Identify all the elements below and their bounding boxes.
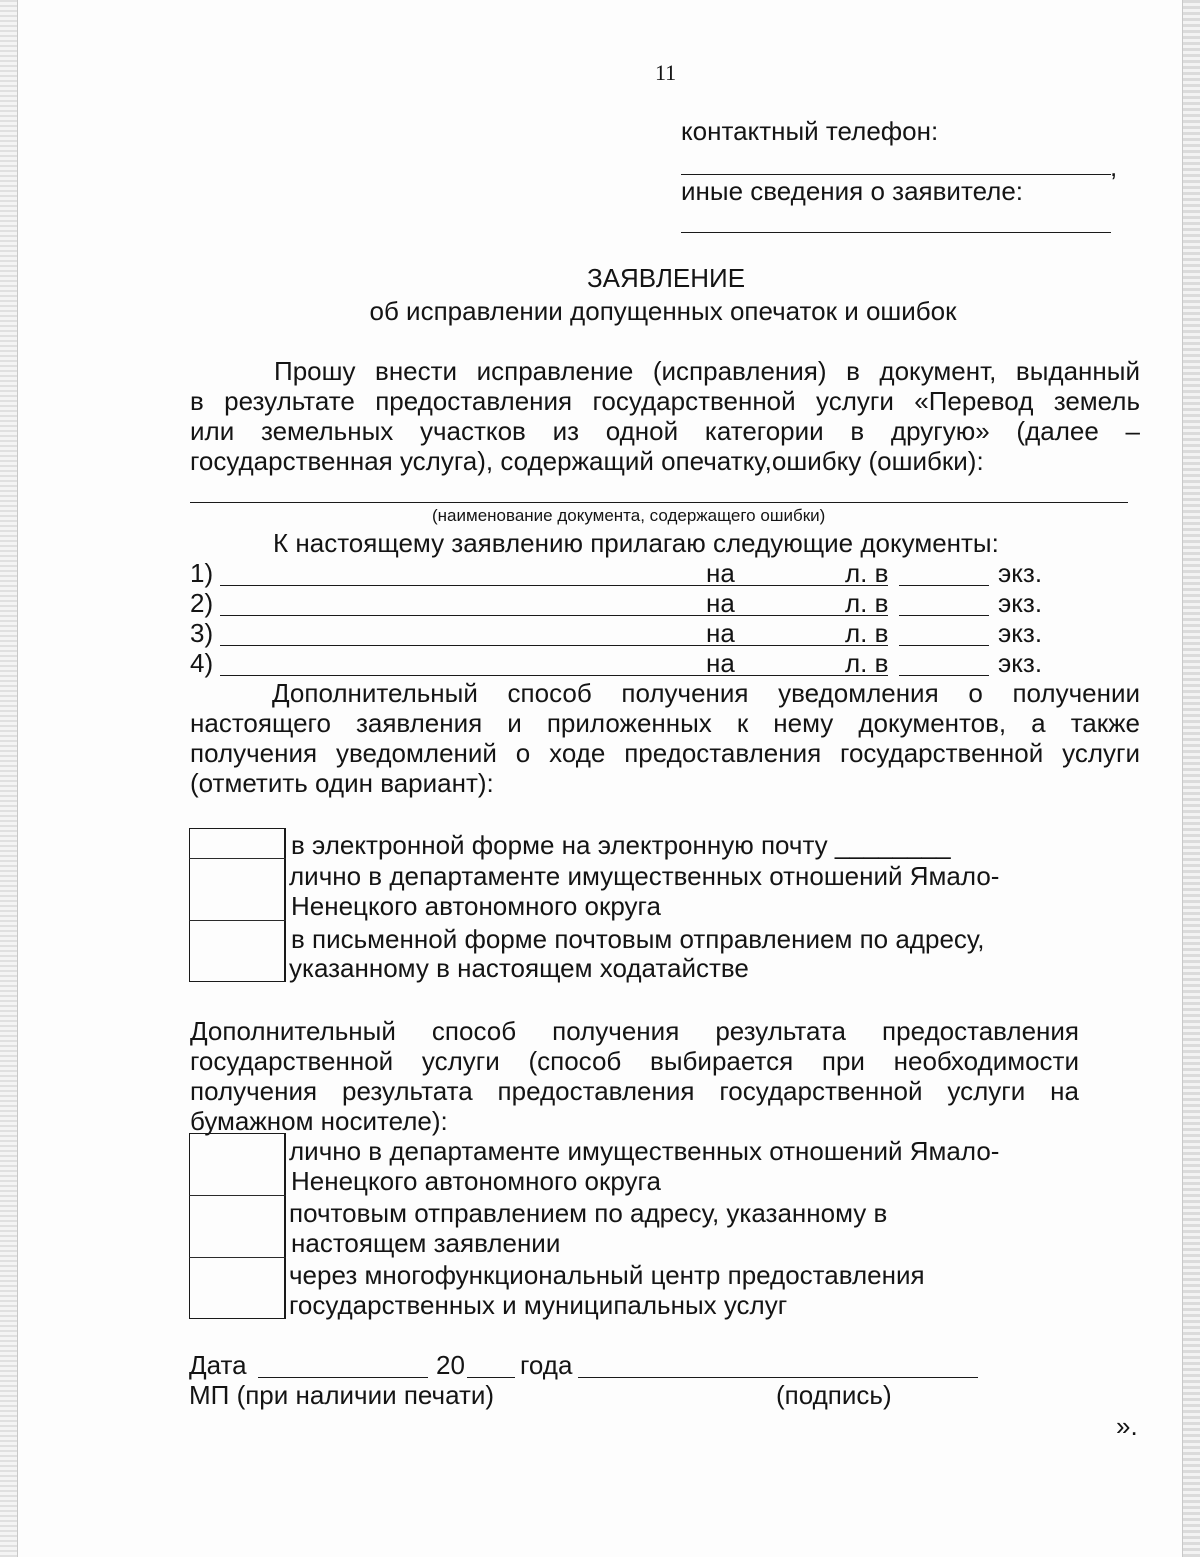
attachment-copies-label: экз.: [998, 588, 1043, 618]
notification-paragraph: [190, 678, 1140, 798]
attachment-sheets-field[interactable]: [746, 585, 836, 586]
scan-edge-right: [1182, 0, 1200, 1557]
attachments-intro: К настоящему заявлению прилагаю следующие документы:: [273, 528, 999, 558]
contact-phone-label: контактный телефон:: [681, 116, 939, 146]
other-info-field[interactable]: [681, 232, 1111, 233]
scan-edge-left: [0, 0, 18, 1557]
attachment-sheets-label: л. в: [845, 558, 889, 588]
attachment-copies-label: экз.: [998, 648, 1043, 678]
attachment-row: [190, 558, 1140, 588]
attachment-na: на: [706, 648, 735, 678]
notification-line: настоящего заявления и приложенных к нему документов, а также: [190, 708, 1140, 738]
page-number: 11: [655, 60, 677, 85]
result-option-mfc: через многофункциональный центр предоставления: [289, 1260, 925, 1290]
signature-field[interactable]: [578, 1377, 978, 1378]
attachment-copies-field[interactable]: [899, 585, 989, 586]
attachment-sheets-label: л. в: [845, 648, 889, 678]
checkbox-result-in-person[interactable]: [189, 1133, 286, 1195]
checkbox-result-mfc[interactable]: [189, 1257, 286, 1319]
attachment-copies-field[interactable]: [899, 615, 989, 616]
result-line: бумажном носителе):: [190, 1106, 448, 1136]
notification-option-mail-cont: указанному в настоящем ходатайстве: [289, 953, 749, 983]
checkbox-result-mail[interactable]: [189, 1195, 286, 1257]
checkbox-email[interactable]: [189, 828, 286, 858]
year-field[interactable]: [467, 1377, 515, 1378]
attachment-na: на: [706, 558, 735, 588]
notification-line: получения уведомлений о ходе предоставления государственной услуги: [190, 738, 1140, 768]
attachment-copies-label: экз.: [998, 558, 1043, 588]
signature-label: (подпись): [776, 1380, 892, 1410]
year-prefix: 20: [436, 1350, 465, 1380]
document-name-caption: (наименование документа, содержащего ошибки): [432, 506, 826, 525]
result-option-mail: почтовым отправлением по адресу, указанному в: [289, 1198, 888, 1228]
request-paragraph: [190, 356, 1140, 476]
date-field[interactable]: [258, 1377, 428, 1378]
attachment-sheets-label: л. в: [845, 618, 889, 648]
result-line: получения результата предоставления государственной услуги на: [190, 1076, 1079, 1106]
request-line: государственная услуга), содержащий опечатку,ошибку (ошибки):: [190, 446, 984, 476]
attachment-row: [190, 588, 1140, 618]
attachment-copies-field[interactable]: [899, 675, 989, 676]
stamp-label: МП (при наличии печати): [189, 1380, 495, 1410]
date-label: Дата: [189, 1350, 247, 1380]
attachment-copies-field[interactable]: [899, 645, 989, 646]
attachment-sheets-field[interactable]: [746, 675, 836, 676]
notification-line: Дополнительный способ получения уведомления о получении: [272, 678, 1140, 708]
attachment-sheets-label: л. в: [845, 588, 889, 618]
checkbox-mail[interactable]: [189, 920, 286, 982]
form-subtitle: об исправлении допущенных опечаток и ошибок: [369, 296, 957, 326]
notification-line: (отметить один вариант):: [190, 768, 494, 798]
attachment-number: 1): [190, 558, 214, 588]
closing-quote: ».: [1116, 1411, 1138, 1441]
result-paragraph: [190, 1016, 1079, 1136]
request-line: в результате предоставления государственной услуги «Перевод земель: [190, 386, 1140, 416]
year-suffix: года: [520, 1350, 573, 1380]
notification-option-email: в электронной форме на электронную почту ________: [291, 830, 951, 860]
attachment-number: 4): [190, 648, 214, 678]
notification-option-in-person-cont: Ненецкого автономного округа: [291, 891, 661, 921]
contact-phone-field[interactable]: [681, 174, 1111, 175]
notification-option-mail: в письменной форме почтовым отправлением по адресу,: [291, 924, 985, 954]
attachment-copies-label: экз.: [998, 618, 1043, 648]
attachment-row: [190, 648, 1140, 678]
request-line: или земельных участков из одной категории в другую» (далее –: [190, 416, 1140, 446]
attachment-number: 3): [190, 618, 214, 648]
attachment-na: на: [706, 588, 735, 618]
checkbox-in-person[interactable]: [189, 858, 286, 920]
result-option-in-person-cont: Ненецкого автономного округа: [291, 1166, 661, 1196]
document-name-field[interactable]: [190, 502, 1128, 503]
result-option-in-person: лично в департаменте имущественных отношений Ямало-: [289, 1136, 1000, 1166]
result-line: государственной услуги (способ выбирается при необходимости: [190, 1046, 1079, 1076]
notification-option-in-person: лично в департаменте имущественных отношений Ямало-: [289, 861, 1000, 891]
attachment-sheets-field[interactable]: [746, 615, 836, 616]
form-title: ЗАЯВЛЕНИЕ: [586, 263, 746, 293]
contact-phone-comma: ,: [1110, 152, 1118, 182]
request-line: Прошу внести исправление (исправления) в документ, выданный: [274, 356, 1140, 386]
other-info-label: иные сведения о заявителе:: [681, 176, 1024, 206]
attachment-na: на: [706, 618, 735, 648]
attachment-row: [190, 618, 1140, 648]
result-option-mfc-cont: государственных и муниципальных услуг: [289, 1290, 788, 1320]
attachment-sheets-field[interactable]: [746, 645, 836, 646]
result-line: Дополнительный способ получения результата предоставления: [190, 1016, 1079, 1046]
attachment-number: 2): [190, 588, 214, 618]
result-option-mail-cont: настоящем заявлении: [291, 1228, 561, 1258]
